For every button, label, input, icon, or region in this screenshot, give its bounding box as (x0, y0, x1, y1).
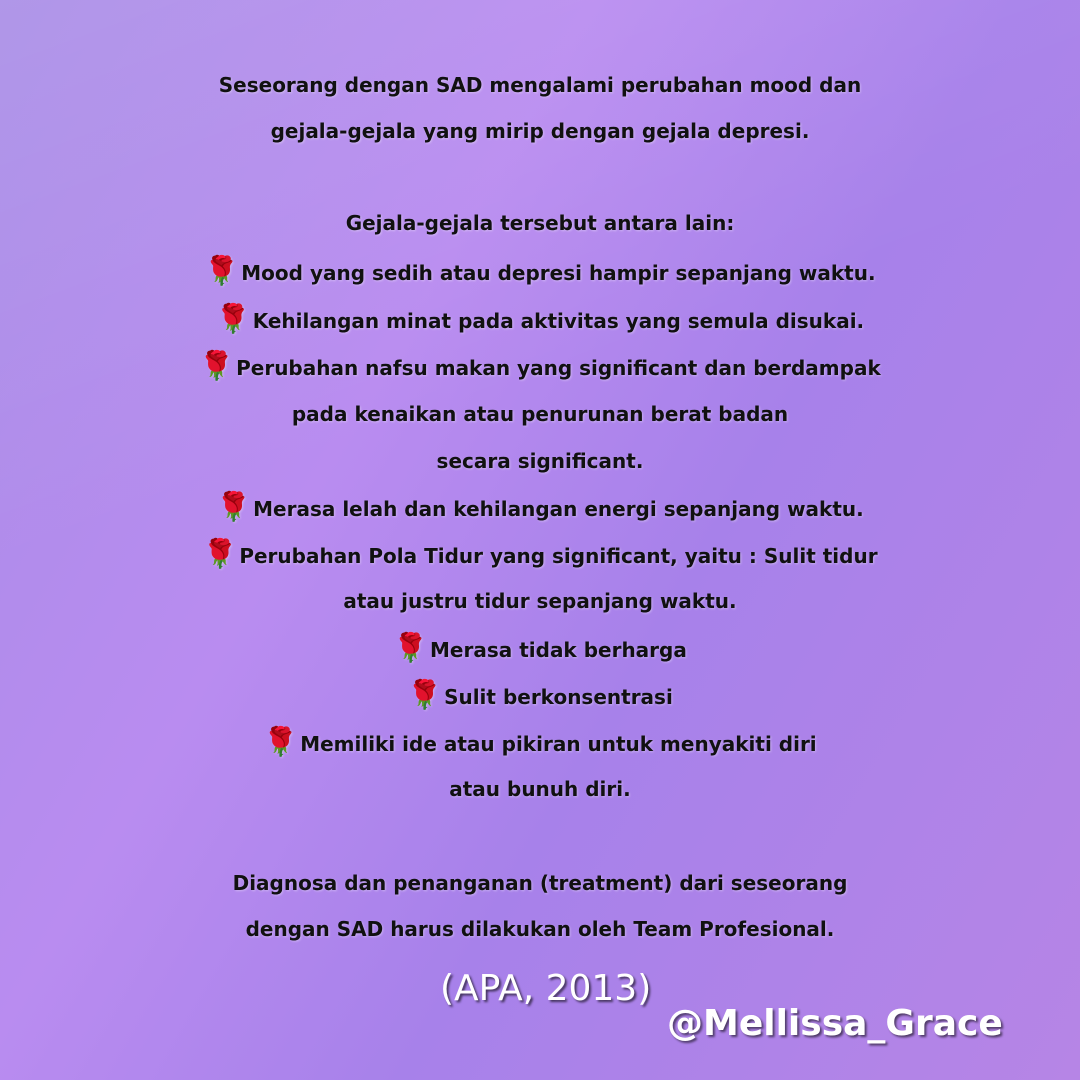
intro-line-2: gejala-gejala yang mirip dengan gejala depresi. (270, 119, 810, 143)
symptom-item (0, 531, 1080, 579)
rose-icon: 🌹 (216, 490, 252, 523)
symptom-continuation: pada kenaikan atau penurunan berat badan (291, 402, 789, 426)
symptom-item (0, 296, 1080, 344)
author-watermark: @Mellissa_Grace (667, 1003, 1003, 1044)
rose-icon: 🌹 (393, 631, 429, 664)
rose-icon: 🌹 (215, 302, 251, 335)
symptom-continuation: secara significant. (436, 449, 644, 473)
symptom-continuation: atau bunuh diri. (449, 777, 631, 801)
symptom-item (0, 484, 1080, 532)
symptom-item (0, 719, 1080, 767)
symptom-text: Sulit berkonsentrasi (444, 685, 673, 709)
rose-icon: 🌹 (199, 349, 235, 382)
symptom-text: Perubahan nafsu makan yang significant dan berdampak (236, 356, 881, 380)
symptom-item (0, 625, 1080, 673)
symptom-text: Merasa tidak berharga (430, 638, 687, 662)
symptom-text: Kehilangan minat pada aktivitas yang semula disukai. (252, 309, 865, 333)
symptom-text: Perubahan Pola Tidur yang significant, yaitu : Sulit tidur (239, 544, 878, 568)
symptom-continuation: atau justru tidur sepanjang waktu. (343, 589, 737, 613)
symptom-item (0, 248, 1080, 296)
symptoms-heading: Gejala-gejala tersebut antara lain: (345, 211, 735, 235)
rose-icon: 🌹 (202, 537, 238, 570)
rose-icon: 🌹 (204, 254, 240, 287)
symptom-text: Merasa lelah dan kehilangan energi sepanjang waktu. (253, 497, 864, 521)
rose-icon: 🌹 (263, 725, 299, 758)
intro-line-1: Seseorang dengan SAD mengalami perubahan mood dan (218, 73, 862, 97)
closing-line-2: dengan SAD harus dilakukan oleh Team Profesional. (245, 917, 835, 941)
closing-line-1: Diagnosa dan penanganan (treatment) dari seseorang (232, 871, 848, 895)
symptom-item (0, 343, 1080, 391)
symptom-text: Mood yang sedih atau depresi hampir sepanjang waktu. (241, 261, 876, 285)
citation: (APA, 2013) (440, 968, 652, 1009)
symptom-text: Memiliki ide atau pikiran untuk menyakiti diri (300, 732, 817, 756)
rose-icon: 🌹 (407, 678, 443, 711)
symptom-item (0, 672, 1080, 720)
